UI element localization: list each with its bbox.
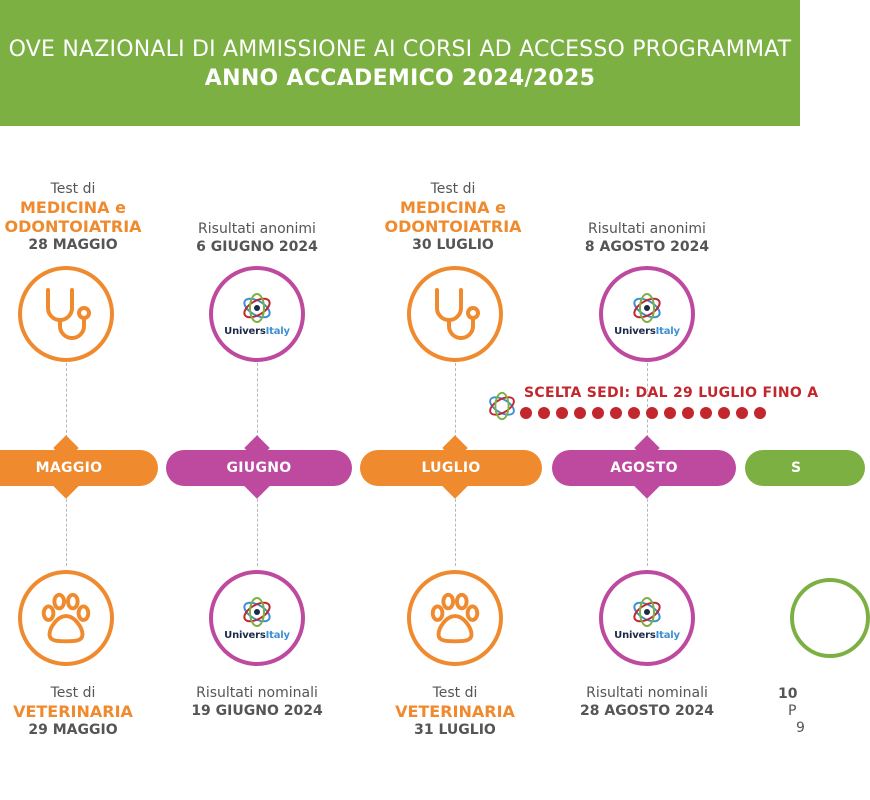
stethoscope-icon	[423, 282, 487, 346]
event-date-fragment: 10	[778, 686, 798, 702]
scelta-dots	[520, 407, 766, 419]
universitaly-logo-circle	[599, 570, 695, 666]
event-title: VETERINARIA	[13, 702, 133, 721]
event-label-fragment: 9	[796, 720, 805, 736]
connector-line	[257, 363, 258, 443]
paw-icon	[35, 587, 97, 649]
event-date: 8 AGOSTO 2024	[584, 239, 710, 255]
event-title-line: MEDICINA e	[400, 198, 506, 217]
event-type-label: Risultati anonimi	[198, 221, 316, 237]
stethoscope-icon-circle	[407, 266, 503, 362]
connector-line	[647, 494, 648, 566]
logo-text-a: Univers	[224, 630, 266, 641]
logo-text-b: Italy	[265, 326, 290, 337]
top-event-3	[353, 181, 553, 254]
universitaly-logo-circle	[209, 570, 305, 666]
event-type-label: Risultati anonimi	[588, 221, 706, 237]
logo-text-a: Univers	[614, 326, 656, 337]
logo-text-a: Univers	[614, 630, 656, 641]
connector-line	[66, 363, 67, 443]
event-date: 28 MAGGIO	[28, 237, 118, 253]
header-banner	[0, 0, 800, 126]
header-title: OVE NAZIONALI DI AMMISSIONE AI CORSI AD ACCESSO PROGRAMMAT	[8, 37, 792, 62]
top-event-4	[547, 221, 747, 256]
connector-line	[455, 363, 456, 443]
paw-icon	[424, 587, 486, 649]
green-event-circle	[790, 578, 870, 658]
top-event-1	[0, 181, 173, 254]
month-label: AGOSTO	[610, 460, 678, 476]
logo-text-b: Italy	[265, 630, 290, 641]
connector-line	[455, 494, 456, 566]
event-title-line: ODONTOIATRIA	[4, 217, 142, 236]
universitaly-logo	[614, 595, 680, 641]
connector-line	[257, 494, 258, 566]
month-bar-giugno	[166, 450, 352, 486]
month-label: GIUGNO	[226, 460, 292, 476]
event-date: 30 LUGLIO	[412, 237, 494, 253]
bottom-event-1	[0, 685, 173, 739]
bottom-event-2	[157, 685, 357, 720]
event-date: 31 LUGLIO	[414, 722, 496, 738]
universitaly-logo	[224, 291, 290, 337]
bottom-event-4	[547, 685, 747, 720]
event-type-label: Risultati nominali	[586, 685, 708, 701]
connector-line	[66, 494, 67, 566]
event-type-label: Test di	[50, 181, 96, 197]
header-subtitle: ANNO ACCADEMICO 2024/2025	[204, 66, 596, 91]
month-bar-luglio	[360, 450, 542, 486]
logo-text-b: Italy	[655, 630, 680, 641]
bottom-event-5	[778, 685, 818, 737]
top-event-2	[157, 221, 357, 256]
event-type-label: Risultati nominali	[196, 685, 318, 701]
universitaly-logo	[614, 291, 680, 337]
event-title-line: MEDICINA e	[20, 198, 126, 217]
universitaly-logo-circle	[599, 266, 695, 362]
scelta-sedi-label: SCELTA SEDI: DAL 29 LUGLIO FINO A	[524, 385, 819, 401]
paw-icon-circle	[18, 570, 114, 666]
event-type-label: Test di	[432, 685, 478, 701]
universitaly-mini-icon	[486, 390, 518, 426]
stethoscope-icon-circle	[18, 266, 114, 362]
connector-line	[647, 363, 648, 443]
universitaly-logo-circle	[209, 266, 305, 362]
month-bar-maggio	[0, 450, 158, 486]
event-date: 29 MAGGIO	[28, 722, 118, 738]
event-date: 19 GIUGNO 2024	[191, 703, 323, 719]
month-bar-settembre	[745, 450, 865, 486]
logo-text-a: Univers	[224, 326, 266, 337]
universitaly-logo	[224, 595, 290, 641]
stethoscope-icon	[34, 282, 98, 346]
bottom-event-3	[355, 685, 555, 739]
event-type-label: Test di	[430, 181, 476, 197]
event-label-fragment: P	[788, 703, 797, 719]
month-label: MAGGIO	[35, 460, 103, 476]
logo-text-b: Italy	[655, 326, 680, 337]
month-label: S	[791, 460, 802, 476]
paw-icon-circle	[407, 570, 503, 666]
event-date: 6 GIUGNO 2024	[196, 239, 318, 255]
event-type-label: Test di	[50, 685, 96, 701]
event-title-line: ODONTOIATRIA	[384, 217, 522, 236]
event-date: 28 AGOSTO 2024	[580, 703, 714, 719]
month-label: LUGLIO	[421, 460, 481, 476]
month-bar-agosto	[552, 450, 736, 486]
event-title: VETERINARIA	[395, 702, 515, 721]
